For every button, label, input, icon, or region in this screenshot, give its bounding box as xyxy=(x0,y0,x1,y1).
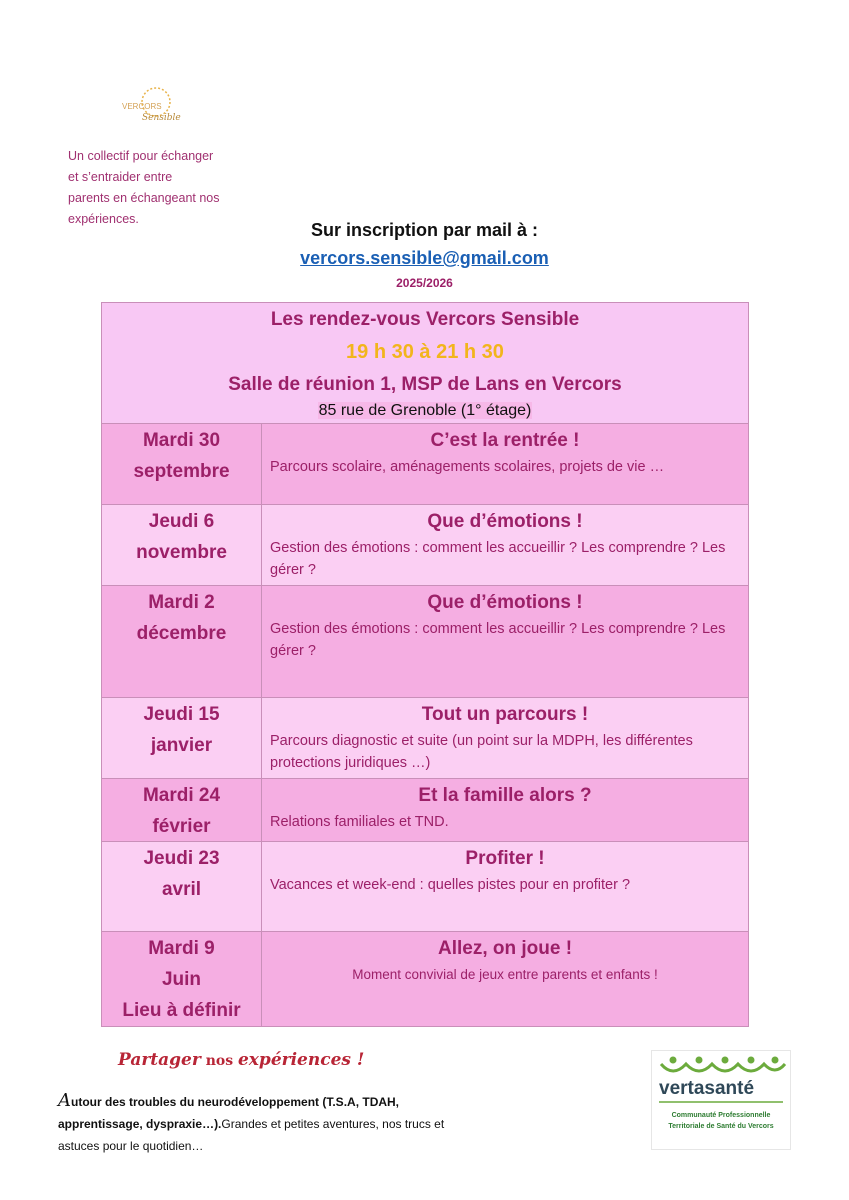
schedule-header xyxy=(102,303,748,424)
autour-bold: utour des troubles du neurodéveloppement (T.S.A, TDAH, apprentissage, dyspraxie…). xyxy=(58,1095,400,1131)
autour-rest: Grandes et petites aventures, nos trucs et astuces pour le quotidien… xyxy=(58,1117,445,1153)
date-line: Mardi 2 xyxy=(148,592,215,613)
session-row xyxy=(102,698,748,779)
session-desc: Parcours scolaire, aménagements scolaires, projets de vie … xyxy=(270,459,665,475)
date-line: Lieu à définir xyxy=(122,1000,241,1021)
vercors-sensible-logo xyxy=(116,82,182,134)
date-line: décembre xyxy=(136,623,227,644)
partager-word: Partager xyxy=(118,1050,201,1070)
session-title: C’est la rentrée ! xyxy=(430,430,580,451)
session-title: Tout un parcours ! xyxy=(421,704,589,725)
date-line: Mardi 24 xyxy=(142,785,221,806)
session-row xyxy=(102,505,748,586)
inscription-label: Sur inscription par mail à : xyxy=(310,220,539,240)
schedule-title: Les rendez-vous Vercors Sensible xyxy=(270,309,580,330)
date-line: avril xyxy=(161,879,202,900)
session-desc: Gestion des émotions : comment les accueillir ? Les comprendre ? Les gérer ? xyxy=(270,621,726,659)
logo-name-line2: Sensible xyxy=(142,113,181,123)
session-row xyxy=(102,932,748,1026)
session-row xyxy=(102,779,748,842)
session-title: Profiter ! xyxy=(465,848,545,869)
date-line: novembre xyxy=(136,542,227,563)
date-line: Juin xyxy=(161,969,202,990)
date-line: Jeudi 23 xyxy=(143,848,220,869)
session-content xyxy=(262,505,748,585)
vertasante-name: vertasanté xyxy=(659,1078,755,1099)
schedule-address xyxy=(102,402,748,420)
tagline-line: expériences. xyxy=(68,212,139,226)
session-date xyxy=(102,505,262,585)
autour-dropcap: A xyxy=(58,1090,71,1111)
tagline-line: parents en échangeant nos xyxy=(68,191,220,205)
session-title: Et la famille alors ? xyxy=(418,785,592,806)
tagline-line: Un collectif pour échanger xyxy=(68,149,214,163)
session-row xyxy=(102,424,748,505)
session-title: Que d’émotions ! xyxy=(427,511,583,532)
session-date xyxy=(102,698,262,778)
session-desc: Vacances et week-end : quelles pistes pour en profiter ? xyxy=(270,877,631,893)
session-date xyxy=(102,779,262,841)
session-date xyxy=(102,424,262,504)
session-desc: Moment convivial de jeux entre parents et enfants ! xyxy=(352,967,658,982)
address-text: 85 rue de Grenoble (1° étage) xyxy=(318,402,532,419)
partager-connector: nos xyxy=(200,1053,238,1069)
tagline-line: et s’entraider entre xyxy=(68,170,173,184)
logo-name-line1: VERCORS xyxy=(122,102,162,111)
session-content xyxy=(262,932,748,1026)
session-date xyxy=(102,842,262,931)
schedule-time: 19 h 30 à 21 h 30 xyxy=(346,341,504,363)
year-label: 2025/2026 xyxy=(396,276,453,290)
session-content xyxy=(262,424,748,504)
session-desc: Gestion des émotions : comment les accueillir ? Les comprendre ? Les gérer ? xyxy=(270,540,726,578)
date-line: février xyxy=(152,816,211,837)
schedule-place: Salle de réunion 1, MSP de Lans en Vercors xyxy=(228,374,622,395)
tagline xyxy=(68,146,268,230)
date-line: Jeudi 6 xyxy=(148,511,215,532)
schedule-table xyxy=(101,302,749,1027)
session-content xyxy=(262,698,748,778)
session-row xyxy=(102,586,748,698)
session-content xyxy=(262,586,748,697)
email-link[interactable]: vercors.sensible@gmail.com xyxy=(300,248,549,268)
date-line: Jeudi 15 xyxy=(143,704,220,725)
session-desc: Parcours diagnostic et suite (un point sur la MDPH, les différentes protections juridiques …) xyxy=(270,733,693,771)
partager-tagline xyxy=(118,1050,364,1070)
partager-experiences: expériences ! xyxy=(237,1050,365,1070)
date-line: Mardi 9 xyxy=(148,938,215,959)
session-date xyxy=(102,586,262,697)
date-line: septembre xyxy=(133,461,230,482)
vertasante-line1: Communauté Professionnelle xyxy=(671,1112,771,1119)
date-line: Mardi 30 xyxy=(142,430,221,451)
autour-paragraph xyxy=(58,1090,458,1157)
session-title: Que d’émotions ! xyxy=(427,592,583,613)
session-content xyxy=(262,779,748,841)
session-row xyxy=(102,842,748,932)
session-date xyxy=(102,932,262,1026)
date-line: janvier xyxy=(150,735,213,756)
session-title: Allez, on joue ! xyxy=(437,938,573,959)
vertasante-logo xyxy=(651,1050,791,1150)
session-content xyxy=(262,842,748,931)
session-desc: Relations familiales et TND. xyxy=(270,814,449,830)
vertasante-line2: Territoriale de Santé du Vercors xyxy=(668,1123,774,1130)
